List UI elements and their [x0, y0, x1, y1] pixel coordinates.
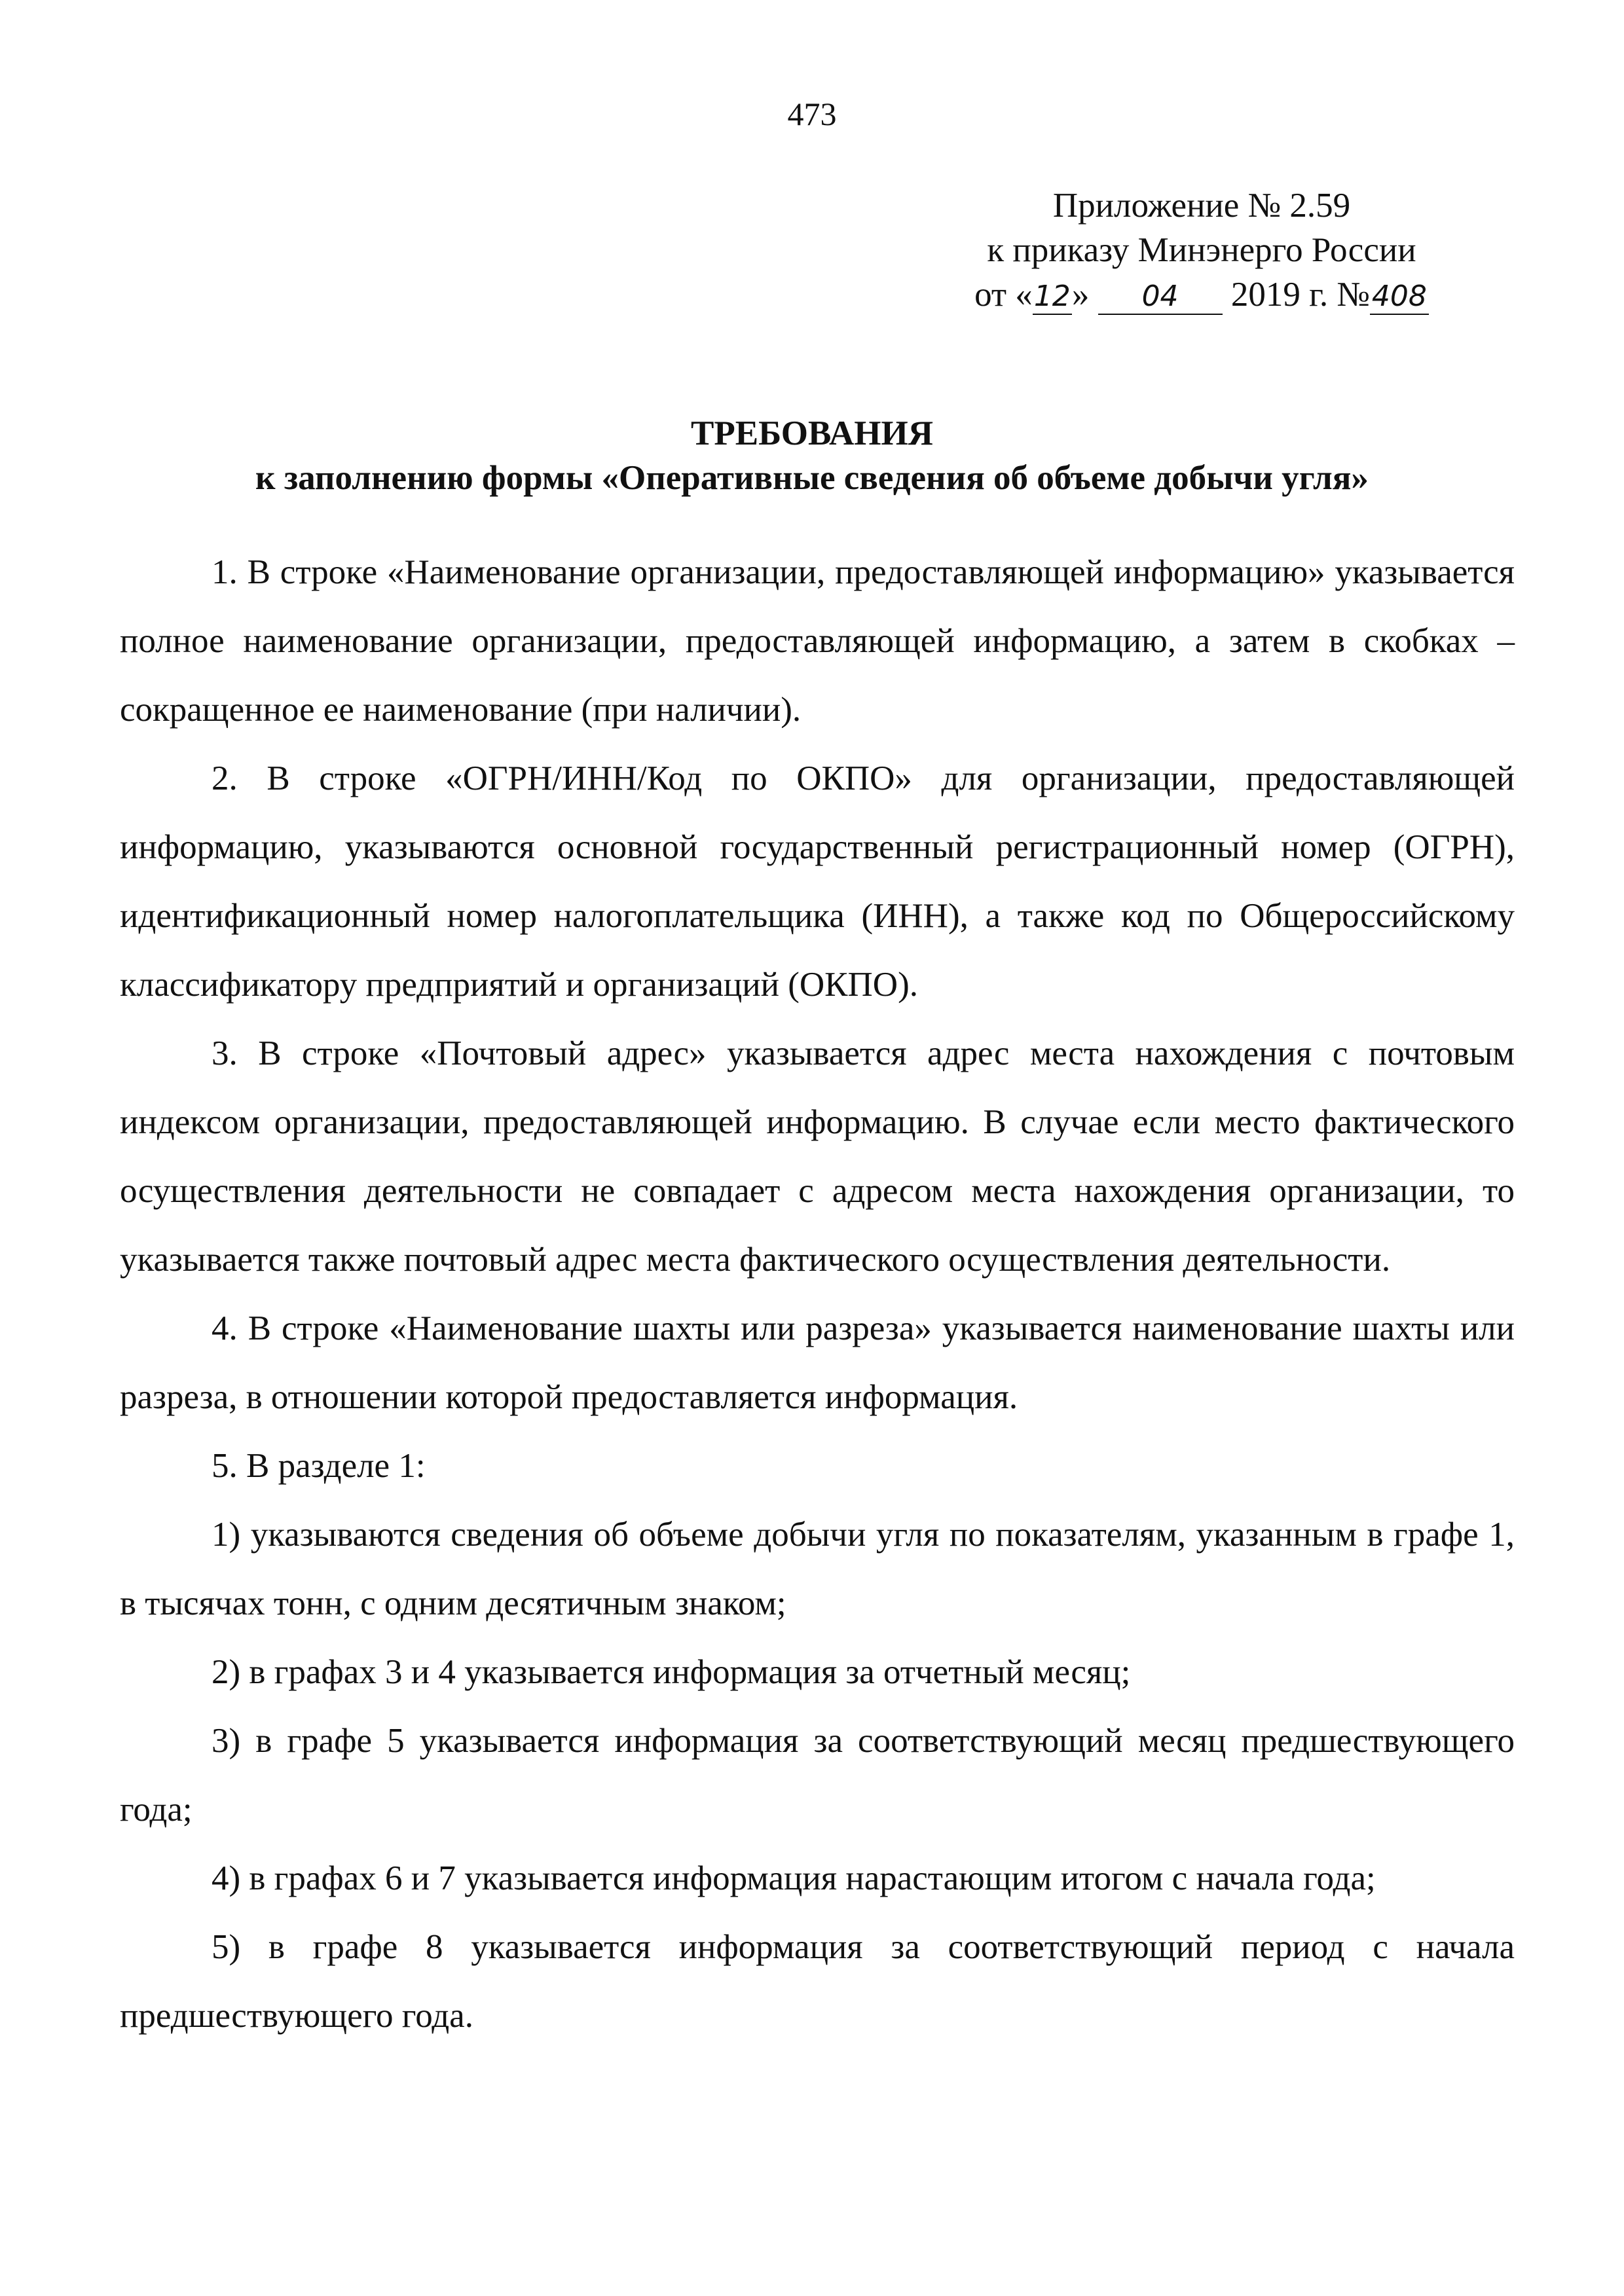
paragraph-4: 4. В строке «Наименование шахты или разреза» указывается наименование шахты или разреза, в отношении которой предоставляется информация.: [120, 1309, 1515, 1416]
handwritten-day: 12: [1033, 280, 1072, 315]
appendix-title: Приложение № 2.59: [1052, 187, 1351, 225]
document-body: [120, 538, 1515, 2050]
list-item-1: 1) указываются сведения об объеме добычи угля по показателям, указанным в графе 1, в тысячах тонн, с одним десятичным знаком;: [120, 1516, 1515, 1622]
list-item-4: 4) в графах 6 и 7 указывается информация нарастающим итогом с начала года;: [212, 1859, 1376, 1897]
paragraph-1: 1. В строке «Наименование организации, предоставляющей информацию» указывается полное наименование организации, предоставляющей информацию, а затем в скобках – сокращенное ее наименование (при наличии).: [120, 553, 1515, 729]
list-item-3: 3) в графе 5 указывается информация за соответствующий месяц предшествующего года;: [120, 1722, 1515, 1829]
date-mid: »: [1071, 276, 1098, 314]
handwritten-order-number: 408: [1370, 280, 1429, 315]
title-subheading: к заполнению формы «Оперативные сведения об объеме добычи угля»: [255, 459, 1369, 497]
paragraph-5: 5. В разделе 1:: [212, 1447, 426, 1485]
page-number: 473: [787, 96, 837, 132]
document-title: [0, 411, 1624, 500]
appendix-order-ref: к приказу Минэнерго России: [987, 231, 1416, 269]
appendix-block: [943, 183, 1460, 317]
date-year: 2019 г. №: [1222, 276, 1370, 314]
paragraph-3: 3. В строке «Почтовый адрес» указывается адрес места нахождения с почтовым индексом организации, предоставляющей информацию. В случае если место фактического осуществления деятельности не совпадает с адресом места нахождения организации, то указывается также почтовый адрес места фактического осуществления деятельности.: [120, 1034, 1515, 1279]
appendix-date-line: [943, 272, 1460, 317]
handwritten-month: 04: [1098, 280, 1223, 315]
title-heading: ТРЕБОВАНИЯ: [691, 414, 933, 452]
list-item-2: 2) в графах 3 и 4 указывается информация за отчетный месяц;: [212, 1653, 1131, 1691]
date-prefix: от «: [974, 276, 1033, 314]
list-item-5: 5) в графе 8 указывается информация за соответствующий период с начала предшествующего года.: [120, 1928, 1515, 2035]
paragraph-2: 2. В строке «ОГРН/ИНН/Код по ОКПО» для организации, предоставляющей информацию, указываются основной государственный регистрационный номер (ОГРН), идентификационный номер налогоплательщика (ИНН), а также код по Общероссийскому классификатору предприятий и организаций (ОКПО).: [120, 759, 1515, 1004]
